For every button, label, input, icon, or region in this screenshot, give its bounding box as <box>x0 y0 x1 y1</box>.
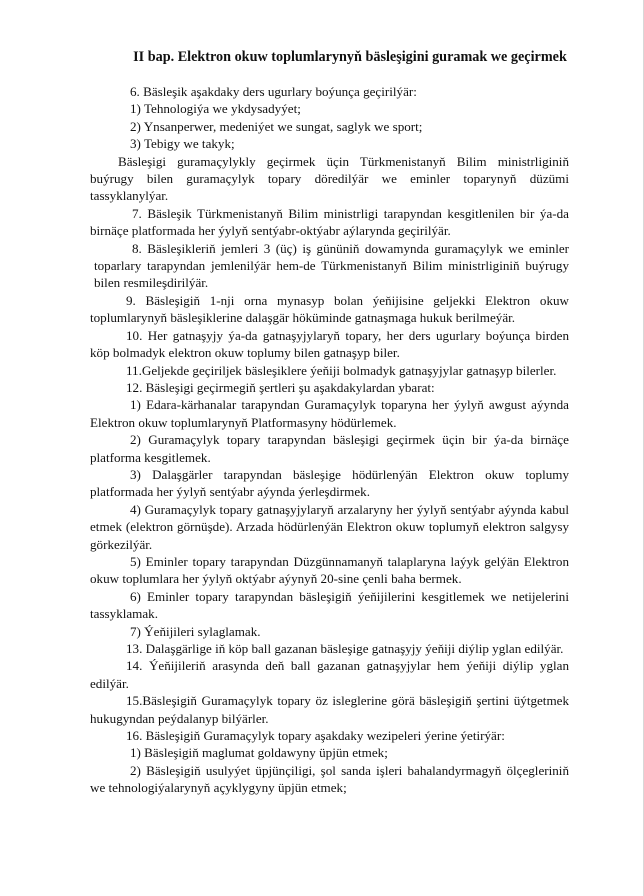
document-body <box>90 83 569 797</box>
paragraph: 16. Bäsleşigiň Guramaçylyk topary aşakdaky wezipeleri ýerine ýetirýär: <box>126 728 505 744</box>
paragraph: 13. Dalaşgärlige iň köp ball gazanan bäsleşige gatnaşyjy ýeňiji diýlip yglan edilýär. <box>126 641 564 656</box>
list-item: 3) Tebigy we takyk; <box>130 136 235 152</box>
paragraph: 11.Geljekde geçiriljek bäsleşiklere ýeňiji bolmadyk gatnaşyjylar gatnaşyp bilerler. <box>126 362 557 378</box>
list-item: 1) Tehnologiýa we ykdysadyýet; <box>130 101 301 117</box>
paragraph: 8. Bäsleşikleriň jemleri 3 (üç) iş gününiň dowamynda guramaçylyk we eminler toparlary tarapyndan jemlenilýär hem-de Türkmenistanyň Bilim ministrliginiň buýrugy bilen resmileşdirilýär. <box>94 240 569 291</box>
list-item: 5) Eminler topary tarapyndan Düzgünnamanyň talaplaryna laýyk gelýän Elektron okuw toplumlara her ýylyň oktýabr aýynyň 20-sine çenli baha bermek. <box>90 553 569 587</box>
paragraph: 14. Ýeňijileriň arasynda deň ball gazanan gatnaşyjylar hem ýeňiji diýlip yglan edilýär. <box>90 658 569 691</box>
list-item: 7) Ýeňijileri sylaglamak. <box>130 623 261 639</box>
list-item: 1) Bäsleşigiň maglumat goldawyny üpjün etmek; <box>130 745 388 761</box>
paragraph: 9. Bäsleşigiň 1-nji orna mynasyp bolan ýeňijisine geljekki Elektron okuw toplumlarynyň bäsleşiklerine dalaşgär höküminde gatnaşmaga hukuk berilmeýär. <box>90 292 569 326</box>
list-item: 2) Guramaçylyk topary tarapyndan bäsleşigi geçirmek üçin bir ýa-da birnäçe platforma kesgitlemek. <box>90 432 569 465</box>
list-item: 3) Dalaşgärler tarapyndan bäsleşige hödürlenýän Elektron okuw toplumy platformada her ýylyň sentýabr aýynda ýerleşdirmek. <box>90 466 569 500</box>
paragraph: 12. Bäsleşigi geçirmegiň şertleri şu aşakdakylardan ybarat: <box>126 379 435 395</box>
list-item: 1) Edara-kärhanalar tarapyndan Guramaçylyk toparyna her ýylyň awgust aýynda Elektron okuw toplumlarynyň Platformasyny hödürlemek. <box>90 397 569 430</box>
paragraph: Bäsleşigi guramaçylykly geçirmek üçin Türkmenistanyň Bilim ministrliginiň buýrugy bilen guramaçylyk topary döredilýär we eminler toparynyň düzümi tassyklanylýar. <box>90 153 569 204</box>
list-item: 4) Guramaçylyk topary gatnaşyjylaryň arzalaryny her ýylyň sentýabr aýynda kabul etmek (elektron görnüşde). Arzada hödürlenýän Elektron okuw toplumyň elektron salgysy görkezilýär. <box>90 501 569 552</box>
paragraph: 6. Bäsleşik aşakdaky ders ugurlary boýunça geçirilýär: <box>130 84 417 99</box>
paragraph: 15.Bäsleşigiň Guramaçylyk topary öz isleglerine görä bäsleşigiň şertini üýtgetmek hukugyndan peýdalanyp bilýärler. <box>90 693 569 726</box>
list-item: 2) Bäsleşigiň usulyýet üpjünçiligi, şol sanda işleri bahalandyrmagyň ölçegleriniň we tehnologiýalarynyň açyklygyny üpjün etmek; <box>90 762 569 796</box>
chapter-title: II bap. Elektron okuw toplumlarynyň bäsleşigini guramak we geçirmek <box>133 49 567 65</box>
list-item: 2) Ynsanperwer, medeniýet we sungat, saglyk we sport; <box>130 118 423 134</box>
list-item: 6) Eminler topary tarapyndan bäsleşigiň ýeňijilerini kesgitlemek we netijelerini tassyklamak. <box>90 588 569 622</box>
paragraph: 7. Bäsleşik Türkmenistanyň Bilim ministrligi tarapyndan kesgitlenilen bir ýa-da birnäçe platformada her ýylyň sentýabr-oktýabr aýlarynda geçirilýär. <box>90 205 569 239</box>
paragraph: 10. Her gatnaşyjy ýa-da gatnaşyjylaryň topary, her ders ugurlary boýunça birden köp bolmadyk elektron okuw toplumy bilen gatnaşyp biler. <box>90 327 569 361</box>
